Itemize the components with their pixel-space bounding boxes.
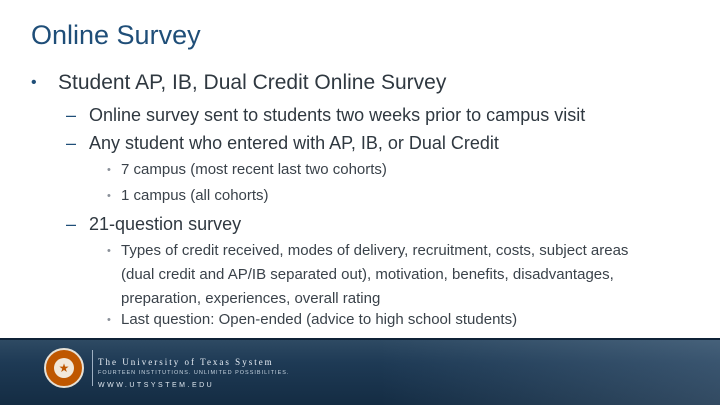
slide-title: Online Survey bbox=[31, 20, 201, 50]
bullet-marker: • bbox=[31, 74, 37, 91]
dash-marker: – bbox=[66, 214, 77, 234]
sub-sub-bullet-item bbox=[107, 239, 636, 311]
footer-gradient bbox=[380, 340, 720, 405]
bullet-text: Types of credit received, modes of delivery, recruitment, costs, subject areas (dual credit and AP/IB separated out), motivation, benefits, disadvantages, preparation, experiences, overall rating bbox=[121, 242, 629, 307]
org-tagline: FOURTEEN INSTITUTIONS. UNLIMITED POSSIBILITIES. bbox=[98, 370, 290, 376]
bullet-text: 1 campus (all cohorts) bbox=[121, 187, 269, 204]
bullet-text: Student AP, IB, Dual Credit Online Survey bbox=[58, 71, 447, 94]
bullet-text: 7 campus (most recent last two cohorts) bbox=[121, 161, 387, 178]
bullet-marker: • bbox=[107, 190, 111, 202]
org-name: The University of Texas System bbox=[98, 357, 274, 367]
sub-bullet-item bbox=[66, 214, 242, 235]
ut-system-seal-icon: ★ bbox=[44, 348, 84, 388]
sub-bullet-item bbox=[66, 105, 586, 126]
bullet-marker: • bbox=[107, 314, 111, 326]
sub-bullet-item bbox=[66, 133, 499, 154]
bullet-text: Online survey sent to students two weeks prior to campus visit bbox=[89, 105, 586, 125]
footer-banner bbox=[0, 340, 720, 405]
sub-sub-bullet-item bbox=[107, 184, 269, 208]
bullet-text: Last question: Open-ended (advice to high school students) bbox=[121, 311, 518, 328]
bullet-marker: • bbox=[107, 245, 111, 257]
sub-sub-bullet-item bbox=[107, 308, 518, 332]
dash-marker: – bbox=[66, 105, 77, 125]
dash-marker: – bbox=[66, 133, 77, 153]
org-url: WWW.UTSYSTEM.EDU bbox=[98, 382, 215, 389]
bullet-marker: • bbox=[107, 164, 111, 176]
sub-sub-bullet-item bbox=[107, 158, 387, 182]
bullet-item bbox=[31, 71, 447, 95]
bullet-text: 21-question survey bbox=[89, 214, 242, 234]
footer-divider-line bbox=[92, 350, 93, 386]
bullet-text: Any student who entered with AP, IB, or Dual Credit bbox=[89, 133, 499, 153]
